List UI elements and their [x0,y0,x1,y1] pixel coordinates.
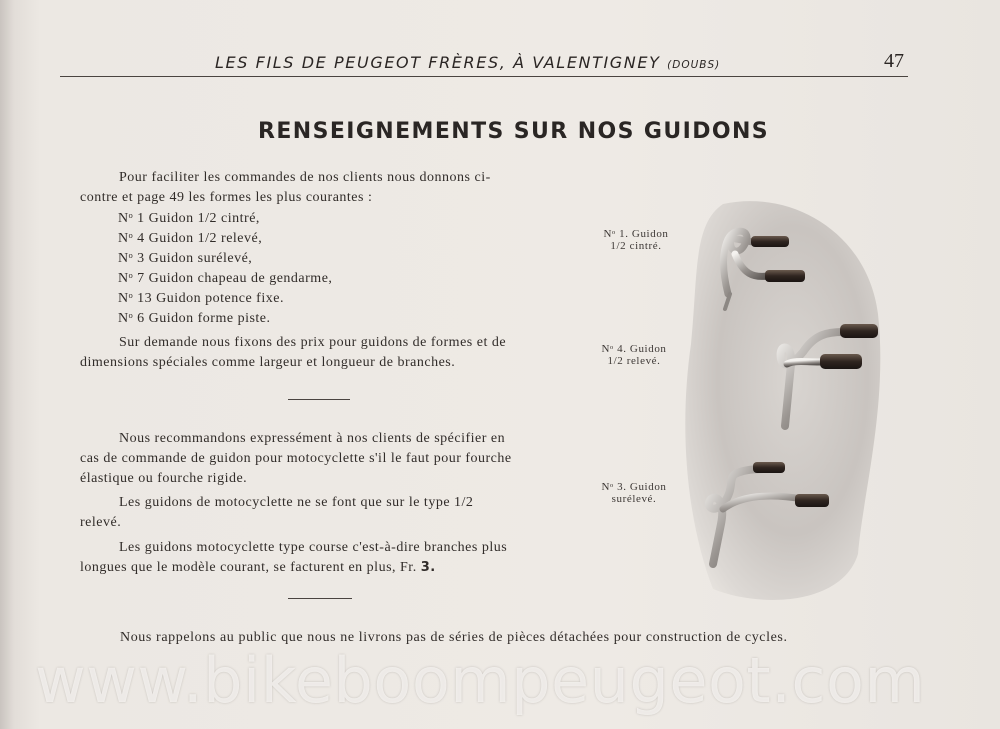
header-text: LES FILS DE PEUGEOT FRÈRES, À VALENTIGNEY [215,53,661,72]
site-watermark: www.bikeboompeugeot.com [35,644,926,717]
special-line-1: Sur demande nous fixons des prix pour guidons de formes et de [119,335,507,350]
header-rule [60,76,908,77]
page-title: RENSEIGNEMENTS SUR NOS GUIDONS [258,119,770,144]
list-item: Nᵒ 3 Guidon surélevé, [118,251,253,266]
footer-note: Nous rappelons au public que nous ne livrons pas de séries de pièces détachées pour construction de cycles. [120,630,788,645]
special-line-2: dimensions spéciales comme largeur et longueur de branches. [80,355,456,370]
course-price: 3. [420,560,436,575]
recommend-line-2: cas de commande de guidon pour motocyclette s'il le faut pour fourche [80,451,512,466]
course-line-1: Les guidons motocyclette type course c'est-à-dire branches plus [119,540,508,555]
caption-subtitle: 1/2 relevé. [607,355,661,367]
caption-title: Nᵒ 3. Guidon [601,481,667,493]
handlebars-photo [683,194,883,606]
list-item: Nᵒ 4 Guidon 1/2 relevé, [118,231,263,246]
caption-subtitle: 1/2 cintré. [610,240,662,252]
section-separator [288,598,352,599]
recommend-line-1: Nous recommandons expressément à nos clients de spécifier en [119,431,506,446]
moto-line-2: relevé. [80,515,122,530]
header-dept: (DOUBS) [667,59,721,71]
moto-line-1: Les guidons de motocyclette ne se font que sur le type 1/2 [119,495,474,510]
handlebar-list [118,209,332,329]
caption-guidon-3 [588,481,680,505]
section-separator [288,399,350,400]
list-item: Nᵒ 7 Guidon chapeau de gendarme, [118,271,333,286]
list-item: Nᵒ 6 Guidon forme piste. [118,311,271,326]
recommend-line-3: élastique ou fourche rigide. [80,471,248,486]
page-number: 47 [884,50,904,72]
caption-guidon-4 [588,343,680,367]
course-line-2 [80,558,436,578]
caption-subtitle: surélevé. [611,493,657,505]
caption-title: Nᵒ 4. Guidon [601,343,667,355]
course-text: longues que le modèle courant, se facturent en plus, Fr. [80,560,421,575]
caption-title: Nᵒ 1. Guidon [603,228,669,240]
running-header [215,53,720,72]
list-item: Nᵒ 13 Guidon potence fixe. [118,291,284,306]
intro-line-1: Pour faciliter les commandes de nos clients nous donnons ci- [119,170,491,185]
intro-line-2: contre et page 49 les formes les plus courantes : [80,190,373,205]
list-item: Nᵒ 1 Guidon 1/2 cintré, [118,211,260,226]
caption-guidon-1 [590,228,682,252]
